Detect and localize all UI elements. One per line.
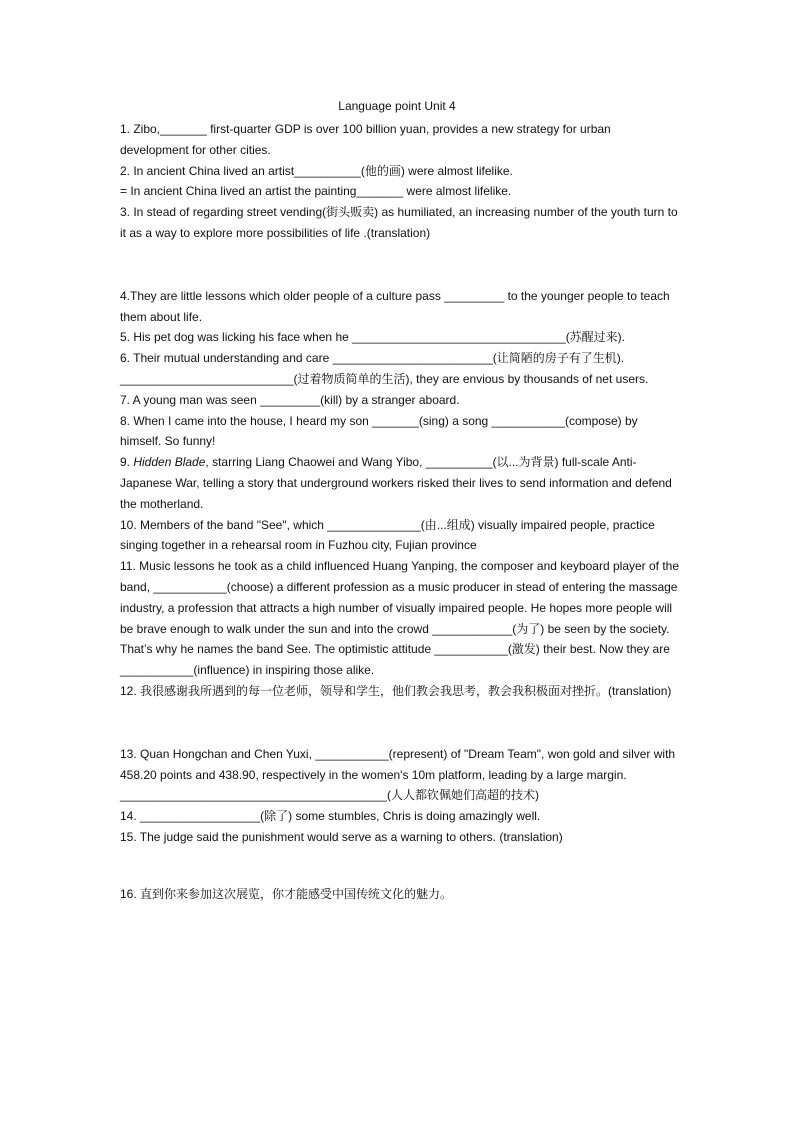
question-11: 11. Music lessons he took as a child influenced Huang Yanping, the composer and keyboard player of the band, ___________(choose) a different profession as a music producer in stead of entering the massage industry, a profession that attracts a high number of visually impaired people. He hopes more people will be brave enough to walk under the sun and into the crowd ____________(为了) be seen by the society. That’s why he names the band See. The optimistic attitude ___________(激发) their best. Now they are ___________(influence) in inspiring those alike. <box>120 559 680 678</box>
question-9-text: , starring Liang Chaowei and Wang Yibo, __________(以...为背景) full-scale Anti-Japanese War, telling a story that underground workers risked their lives to send information and defend the motherland. <box>120 455 672 511</box>
question-15: 15. The judge said the punishment would serve as a warning to others. (translation) <box>120 829 563 844</box>
question-12: 12. 我很感谢我所遇到的每一位老师，领导和学生，他们教会我思考，教会我积极面对挫折。(translation) <box>120 683 672 698</box>
answer-space-12 <box>120 702 680 744</box>
question-5: 5. His pet dog was licking his face when he ________________________________(苏醒过来). <box>120 330 626 345</box>
question-2: 2. In ancient China lived an artist__________(他的画) were almost lifelike. <box>120 163 513 178</box>
question-13: 13. Quan Hongchan and Chen Yuxi, ___________(represent) of "Dream Team", won gold and silver with 458.20 points and 438.90, respectively in the women's 10m platform, leading by a large margin. ________________________________________(人人都钦佩她们高超的技术) <box>120 746 676 803</box>
document-body <box>120 119 680 905</box>
question-9-number: 9. <box>120 455 134 470</box>
question-2-alt: = In ancient China lived an artist the painting_______ were almost lifelike. <box>120 184 512 199</box>
answer-space-15 <box>120 848 680 884</box>
document-title: Language point Unit 4 <box>338 99 456 113</box>
question-8: 8. When I came into the house, I heard my son _______(sing) a song ___________(compose) by himself. So funny! <box>120 413 638 449</box>
question-16: 16. 直到你来参加这次展览，你才能感受中国传统文化的魅力。 <box>120 886 453 901</box>
question-10: 10. Members of the band "See", which ______________(由...组成) visually impaired people, practice singing together in a rehearsal room in Fuzhou city, Fujian province <box>120 517 655 553</box>
question-9 <box>120 452 680 514</box>
question-3: 3. In stead of regarding street vending(街头贩卖) as humiliated, an increasing number of the youth turn to it as a way to explore more possibilities of life .(translation) <box>120 205 678 240</box>
question-4: 4.They are little lessons which older people of a culture pass _________ to the younger people to teach them about life. <box>120 288 670 324</box>
question-1: 1. Zibo,_______ first-quarter GDP is over 100 billion yuan, provides a new strategy for urban development for other cities. <box>120 122 611 157</box>
question-6: 6. Their mutual understanding and care ________________________(让简陋的房子有了生机). __________________________(过着物质简单的生活), they are envious by thousands of net users. <box>120 351 649 386</box>
film-title: Hidden Blade <box>133 455 206 470</box>
question-14: 14. __________________(除了) some stumbles, Chris is doing amazingly well. <box>120 809 541 824</box>
answer-space-3 <box>120 244 680 286</box>
question-7: 7. A young man was seen _________(kill) by a stranger aboard. <box>120 392 460 407</box>
